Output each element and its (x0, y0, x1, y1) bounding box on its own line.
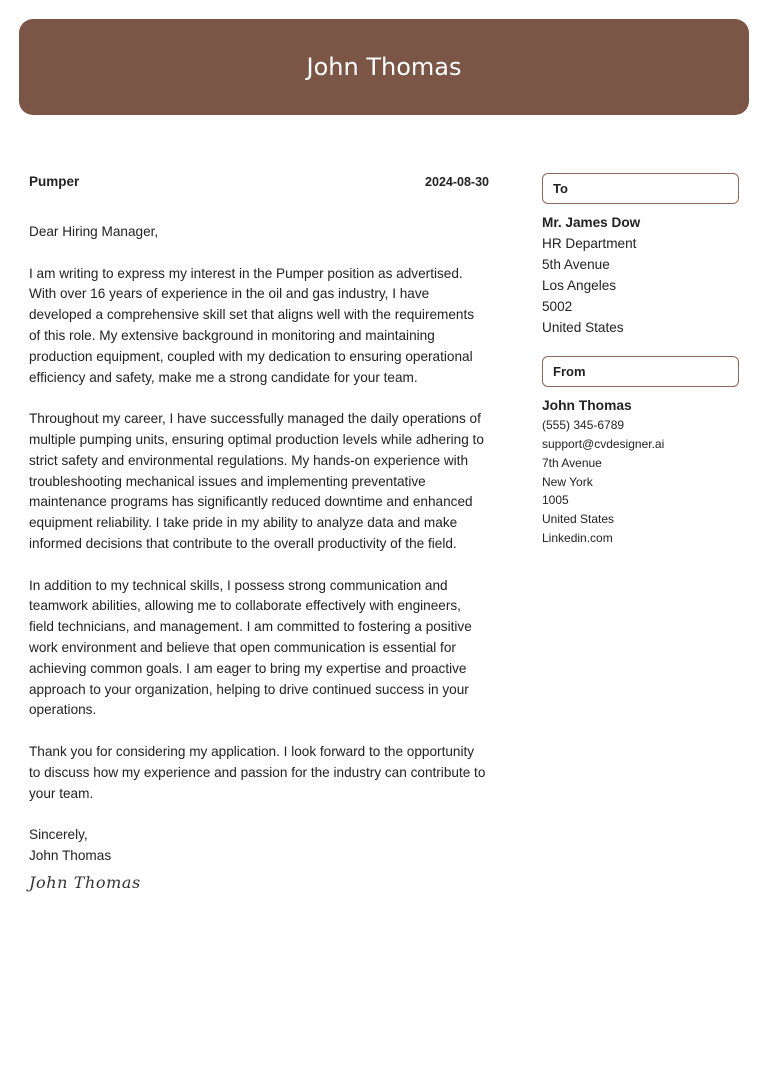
sender-city: New York (542, 474, 593, 489)
sender-street: 7th Avenue (542, 455, 602, 470)
from-label: From (553, 364, 586, 380)
sender-zip: 1005 (542, 493, 569, 508)
closing: Sincerely, (29, 827, 88, 843)
handwritten-signature: John Thomas (29, 872, 141, 892)
paragraph: In addition to my technical skills, I possess strong communication and teamwork abilities, allowing me to collaborate effectively with engineers, field technicians, and management. I am committed to fostering a positive work environment and believe that open communication is essential for achieving common goals. I am eager to bring my expertise and proactive approach to your organization, helping to drive continued success in your operations. (29, 577, 472, 718)
sender-linkedin: Linkedin.com (542, 530, 613, 545)
sender-phone: (555) 345-6789 (542, 418, 625, 433)
recipient-department: HR Department (542, 235, 637, 251)
paragraph: Throughout my career, I have successfully managed the daily operations of multiple pumping units, ensuring optimal production levels while adhering to strict safety and environmental regulations. My hands-on experience with troubleshooting mechanical issues and implementing preventative maintenance programs has significantly reduced downtime and enhanced equipment reliability. I take pride in my ability to analyze data and make informed decisions that contribute to the overall productivity of the field. (29, 411, 484, 551)
recipient-country: United States (542, 319, 624, 335)
applicant-name: John Thomas (306, 53, 462, 81)
sender-name: John Thomas (542, 398, 632, 414)
job-position: Pumper (29, 173, 80, 189)
paragraph: I am writing to express my interest in the Pumper position as advertised. With over 16 years of experience in the oil and gas industry, I have developed a comprehensive skill set that aligns well with the requirements of this role. My extensive background in monitoring and maintaining production equipment, coupled with my dedication to ensuring operational efficiency and safety, make me a strong candidate for your team. (29, 265, 475, 385)
letter-meta (29, 172, 489, 192)
salutation: Dear Hiring Manager, (29, 224, 159, 239)
address-sidebar (542, 173, 739, 547)
letter-date: 2024-08-30 (425, 174, 489, 189)
sender-email: support@cvdesigner.ai (542, 437, 665, 452)
to-label: To (553, 181, 568, 196)
sender-country: United States (542, 511, 615, 526)
recipient-address (542, 213, 739, 338)
from-label-box (542, 356, 739, 387)
paragraph: Thank you for considering my application. I look forward to the opportunity to discuss how my experience and passion for the industry can contribute to your team. (29, 743, 486, 801)
letter-body (29, 172, 489, 894)
sender-contact (542, 396, 739, 547)
recipient-name: Mr. James Dow (542, 215, 641, 230)
recipient-street: 5th Avenue (542, 256, 610, 272)
to-label-box (542, 173, 739, 204)
signer-name: John Thomas (29, 847, 112, 863)
recipient-zip: 5002 (542, 298, 573, 314)
recipient-city: Los Angeles (542, 277, 617, 293)
header-banner (19, 19, 749, 115)
